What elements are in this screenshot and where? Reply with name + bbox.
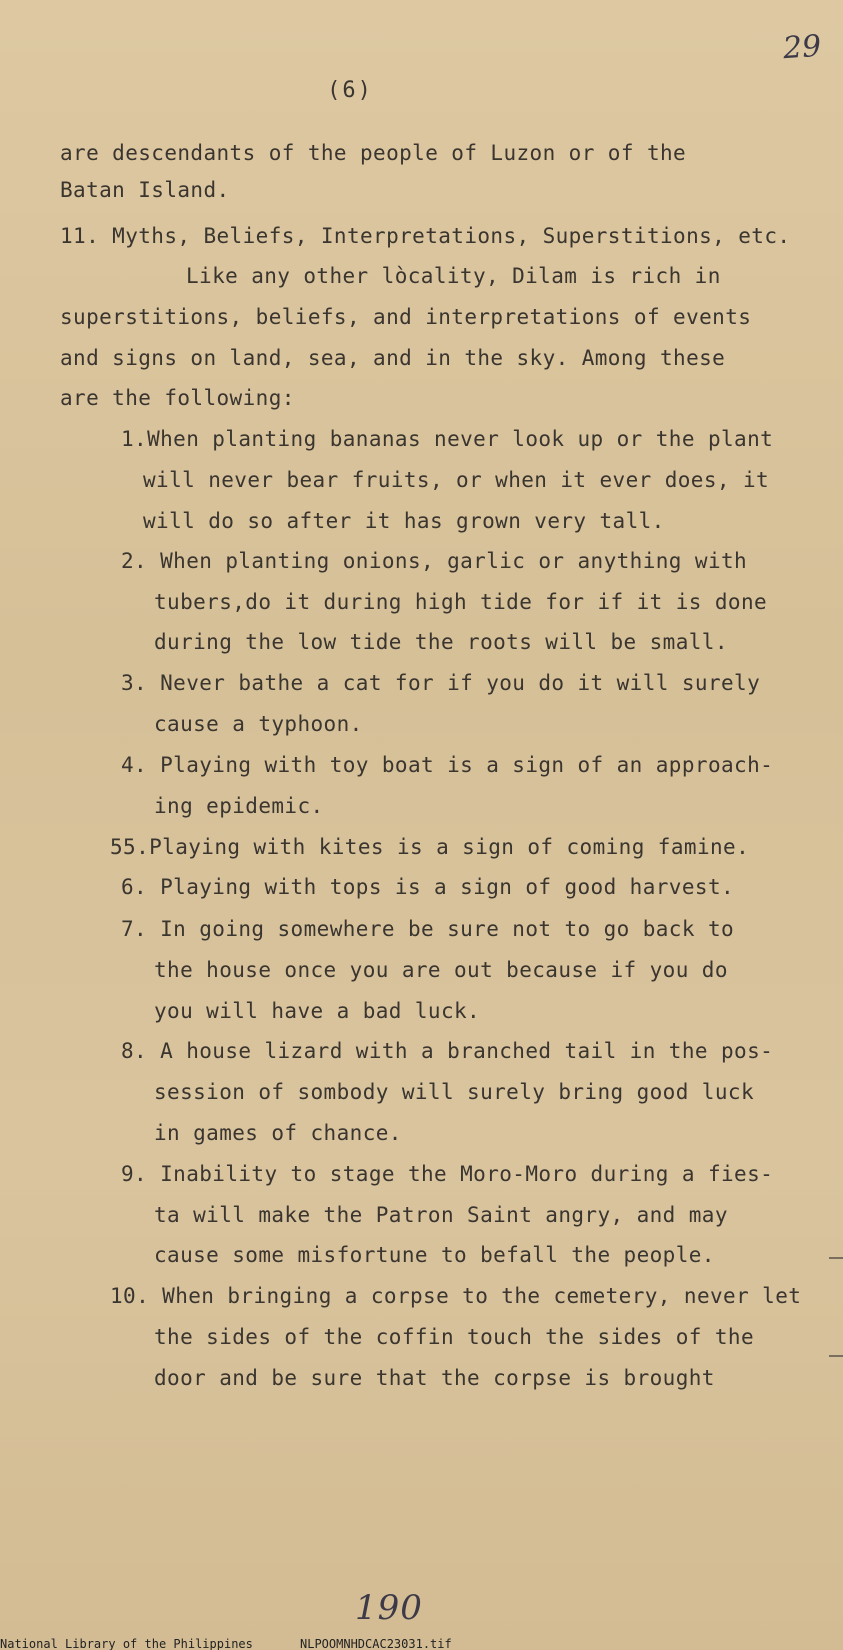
text-line: are descendants of the people of Luzon or of the <box>60 141 687 165</box>
text-line: Like any other lòcality, Dilam is rich in <box>186 264 721 288</box>
list-item-continuation: in games of chance. <box>154 1121 402 1145</box>
text-line: Batan Island. <box>60 178 230 202</box>
list-item: 55.Playing with kites is a sign of coming famine. <box>110 835 750 859</box>
text-line: superstitions, beliefs, and interpretations of events <box>60 305 752 329</box>
folio-number: 29 <box>781 28 823 67</box>
list-item-continuation: during the low tide the roots will be small. <box>154 630 728 654</box>
list-item-continuation: ing epidemic. <box>154 794 324 818</box>
list-item-continuation: session of sombody will surely bring good luck <box>154 1080 754 1104</box>
list-item: 3. Never bathe a cat for if you do it will surely <box>121 671 761 695</box>
list-item-continuation: cause some misfortune to befall the people. <box>154 1243 715 1267</box>
text-line: are the following: <box>60 386 295 410</box>
list-item: 1.When planting bananas never look up or the plant <box>121 427 774 451</box>
list-item: 4. Playing with toy boat is a sign of an approach- <box>121 753 774 777</box>
list-item-continuation: tubers,do it during high tide for if it is done <box>154 590 768 614</box>
list-item-continuation: the house once you are out because if you do <box>154 958 728 982</box>
list-item-continuation: you will have a bad luck. <box>154 999 481 1023</box>
edge-mark <box>829 1355 843 1357</box>
list-item: 2. When planting onions, garlic or anything with <box>121 549 748 573</box>
section-heading: 11. Myths, Beliefs, Interpretations, Superstitions, etc. <box>60 224 791 248</box>
page-stamp: 190 <box>355 1588 423 1628</box>
page-number: (6) <box>327 78 373 103</box>
list-item: 10. When bringing a corpse to the cemetery, never let <box>110 1284 802 1308</box>
list-item: 9. Inability to stage the Moro-Moro during a fies- <box>121 1162 774 1186</box>
list-item-continuation: door and be sure that the corpse is brought <box>154 1366 715 1390</box>
library-name: National Library of the Philippines <box>0 1637 253 1650</box>
list-item: 6. Playing with tops is a sign of good harvest. <box>121 875 735 899</box>
file-name: NLPOOMNHDCAC23031.tif <box>300 1637 452 1650</box>
list-item: 7. In going somewhere be sure not to go back to <box>121 917 735 941</box>
list-item: 8. A house lizard with a branched tail in the pos- <box>121 1039 774 1063</box>
list-item-continuation: will do so after it has grown very tall. <box>143 509 665 533</box>
list-item-continuation: the sides of the coffin touch the sides of the <box>154 1325 754 1349</box>
edge-mark <box>829 1257 843 1259</box>
list-item-continuation: will never bear fruits, or when it ever does, it <box>143 468 770 492</box>
list-item-continuation: ta will make the Patron Saint angry, and may <box>154 1203 728 1227</box>
text-line: and signs on land, sea, and in the sky. Among these <box>60 346 726 370</box>
list-item-continuation: cause a typhoon. <box>154 712 363 736</box>
